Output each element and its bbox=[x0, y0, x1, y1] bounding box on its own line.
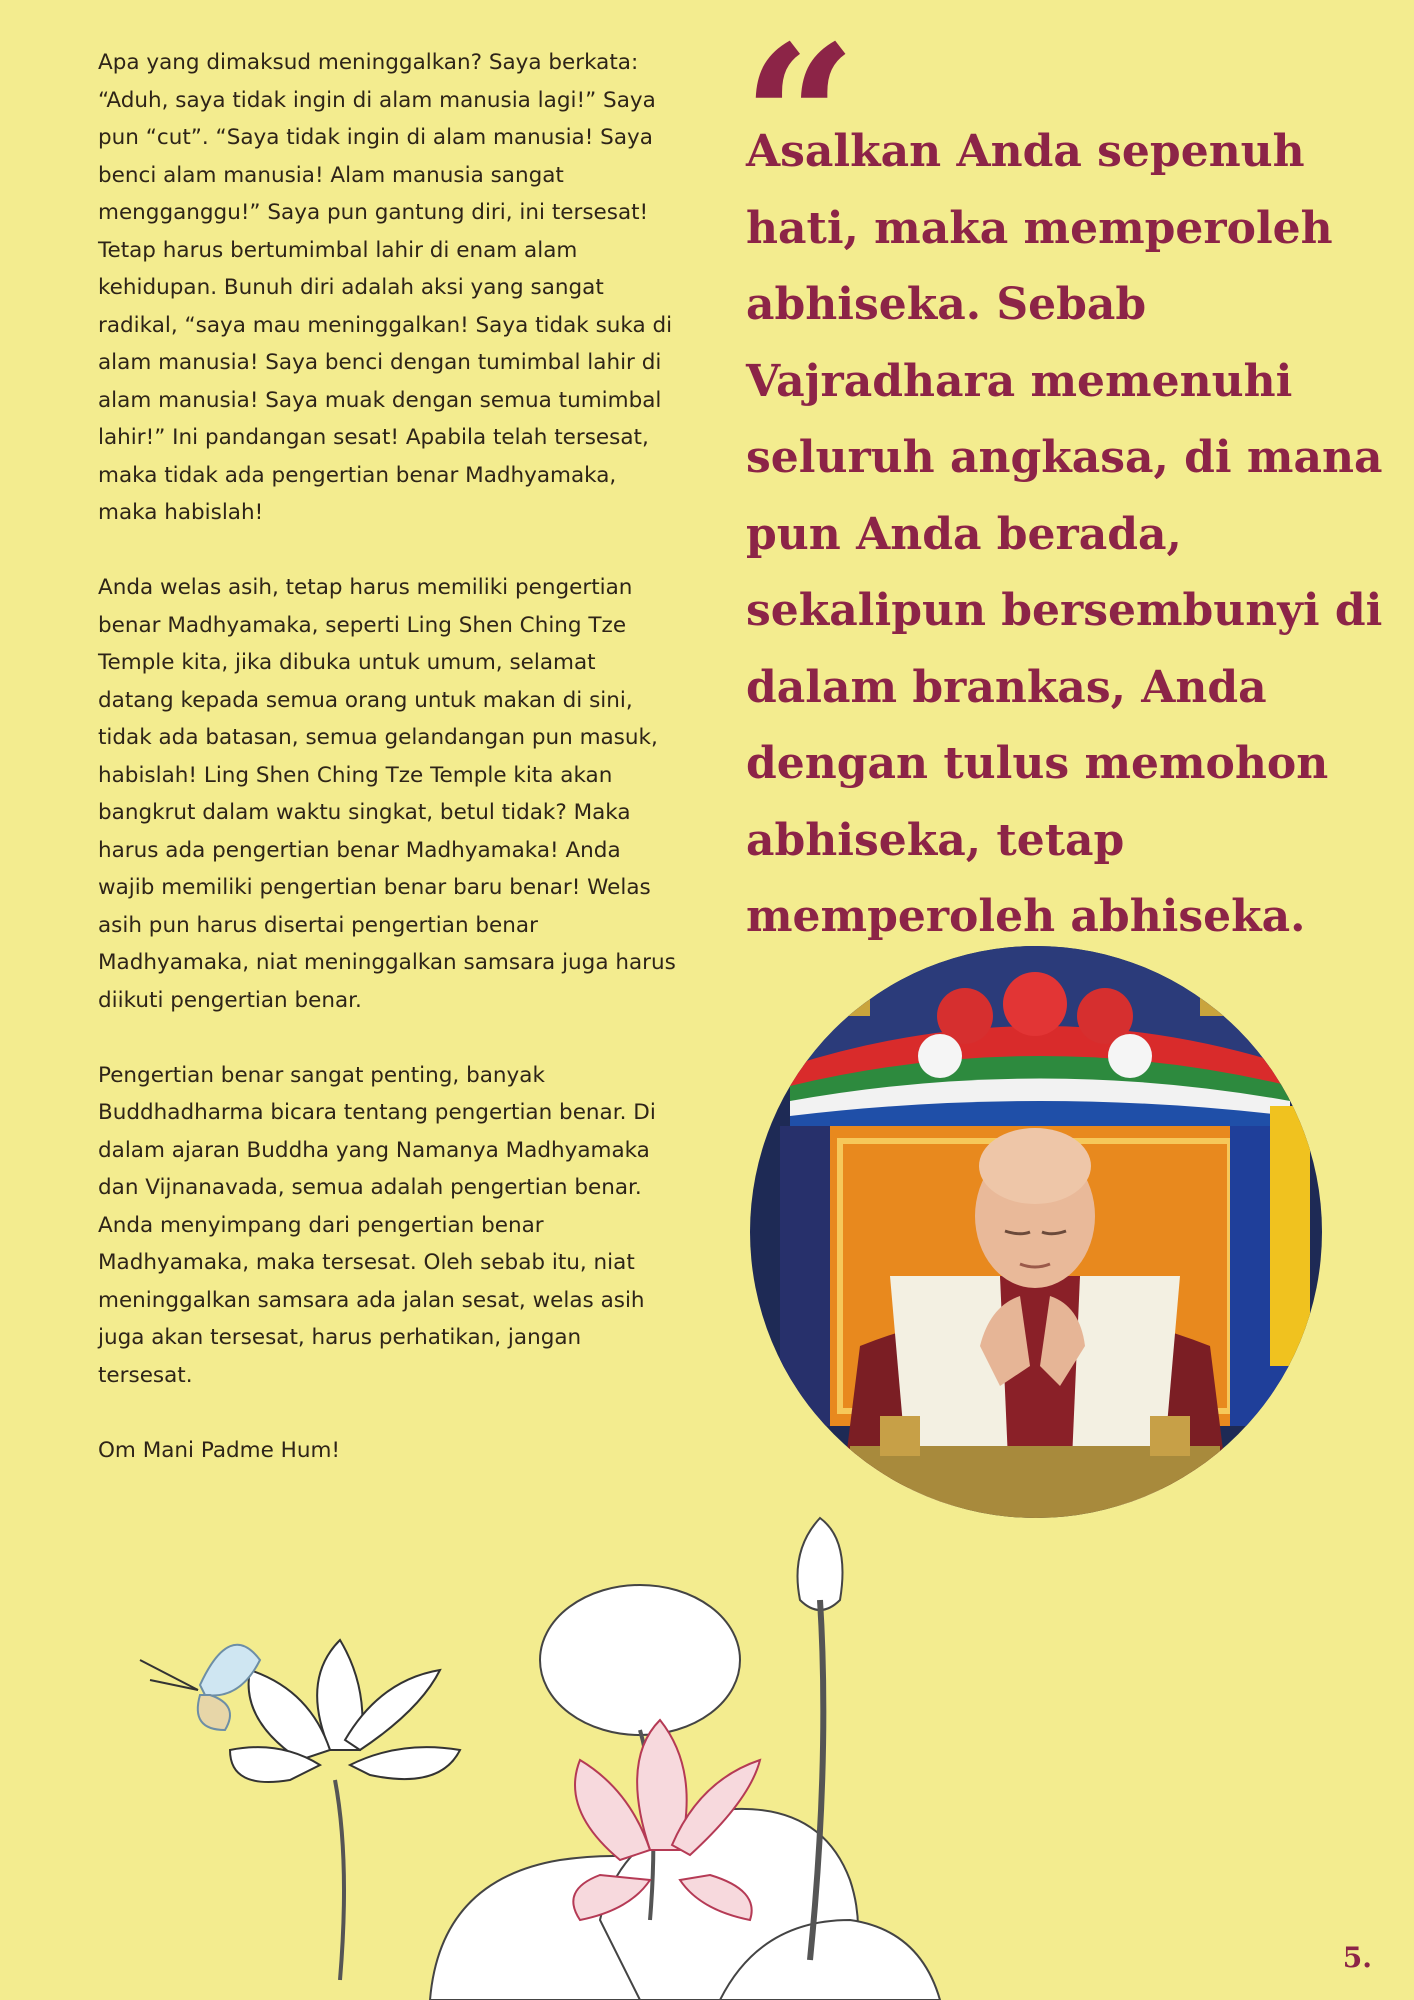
quote-mark-icon: “ bbox=[742, 2, 830, 237]
article-body bbox=[98, 44, 678, 1507]
paragraph-3: Pengertian benar sangat penting, banyak Buddhadharma bicara tentang pengertian benar. Di dalam ajaran Buddha yang Namanya Madhyamaka dan Vijnanavada, semua adalah pengertian benar. Anda menyimpang dari pengertian benar Madhyamaka, maka tersesat. Oleh sebab itu, niat meninggalkan samsara ada jalan sesat, welas asih juga akan tersesat, harus perhatikan, jangan tersesat. bbox=[98, 1062, 656, 1388]
lotus-illustration bbox=[0, 1500, 1414, 2000]
paragraph-4: Om Mani Padme Hum! bbox=[98, 1437, 341, 1463]
pull-quote: Asalkan Anda sepenuh hati, maka memperoleh abhiseka. Sebab Vajradhara memenuhi seluruh angkasa, di mana pun Anda berada, sekalipun bersembunyi di dalam brankas, Anda dengan tulus memohon abhiseka, tetap memperoleh abhiseka. bbox=[746, 126, 1383, 942]
portrait-photo bbox=[750, 946, 1322, 1518]
paragraph-1: Apa yang dimaksud meninggalkan? Saya berkata: “Aduh, saya tidak ingin di alam manusia lagi!” Saya pun “cut”. “Saya tidak ingin di alam manusia! Saya benci alam manusia! Alam manusia sangat mengganggu!” Saya pun gantung diri, ini tersesat! Tetap harus bertumimbal lahir di enam alam kehidupan. Bunuh diri adalah aksi yang sangat radikal, “saya mau meninggalkan! Saya tidak suka di alam manusia! Saya benci dengan tumimbal lahir di alam manusia! Saya muak dengan semua tumimbal lahir!” Ini pandangan sesat! Apabila telah tersesat, maka tidak ada pengertian benar Madhyamaka, maka habislah! bbox=[98, 50, 673, 525]
page-number: 5. bbox=[1342, 1941, 1372, 1974]
paragraph-2: Anda welas asih, tetap harus memiliki pengertian benar Madhyamaka, seperti Ling Shen Ching Tze Temple kita, jika dibuka untuk umum, selamat datang kepada semua orang untuk makan di sini, tidak ada batasan, semua gelandangan pun masuk, habislah! Ling Shen Ching Tze Temple kita akan bangkrut dalam waktu singkat, betul tidak? Maka harus ada pengertian benar Madhyamaka! Anda wajib memiliki pengertian benar baru benar! Welas asih pun harus disertai pengertian benar Madhyamaka, niat meninggalkan samsara juga harus diikuti pengertian benar. bbox=[98, 575, 676, 1013]
